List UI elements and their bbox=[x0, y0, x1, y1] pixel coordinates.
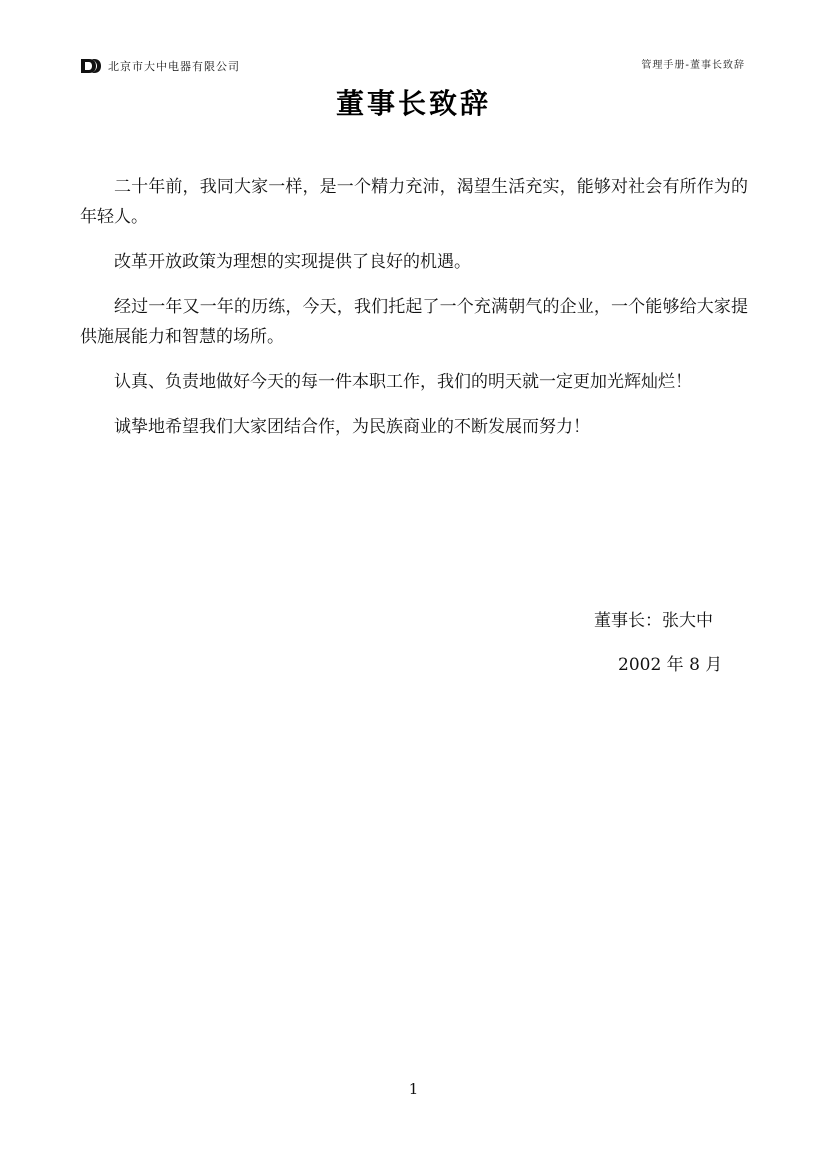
page-header bbox=[80, 56, 747, 78]
signature-name: 董事长：张大中 bbox=[594, 611, 713, 631]
header-section-label: 管理手册-董事长致辞 bbox=[641, 60, 745, 71]
page-number: 1 bbox=[408, 1080, 419, 1098]
header-divider bbox=[80, 77, 747, 78]
paragraph-5: 诚挚地希望我们大家团结合作，为民族商业的不断发展而努力！ bbox=[114, 417, 590, 437]
signature-date: 2002 年 8 月 bbox=[618, 655, 723, 675]
paragraph-1: 二十年前，我同大家一样，是一个精力充沛，渴望生活充实，能够对社会有所作为的年轻人。 bbox=[80, 177, 748, 227]
page-title: 董事长致辞 bbox=[335, 87, 491, 120]
company-name: 北京市大中电器有限公司 bbox=[108, 60, 240, 73]
signature-block bbox=[560, 607, 760, 695]
paragraph-3: 经过一年又一年的历练，今天，我们托起了一个充满朝气的企业，一个能够给大家提供施展能力和智慧的场所。 bbox=[80, 297, 748, 347]
company-logo-icon bbox=[80, 58, 102, 74]
paragraph-2: 改革开放政策为理想的实现提供了良好的机遇。 bbox=[114, 252, 471, 272]
paragraph-4: 认真、负责地做好今天的每一件本职工作，我们的明天就一定更加光辉灿烂！ bbox=[114, 372, 692, 392]
letter-body bbox=[80, 172, 748, 457]
header-left bbox=[80, 58, 240, 74]
